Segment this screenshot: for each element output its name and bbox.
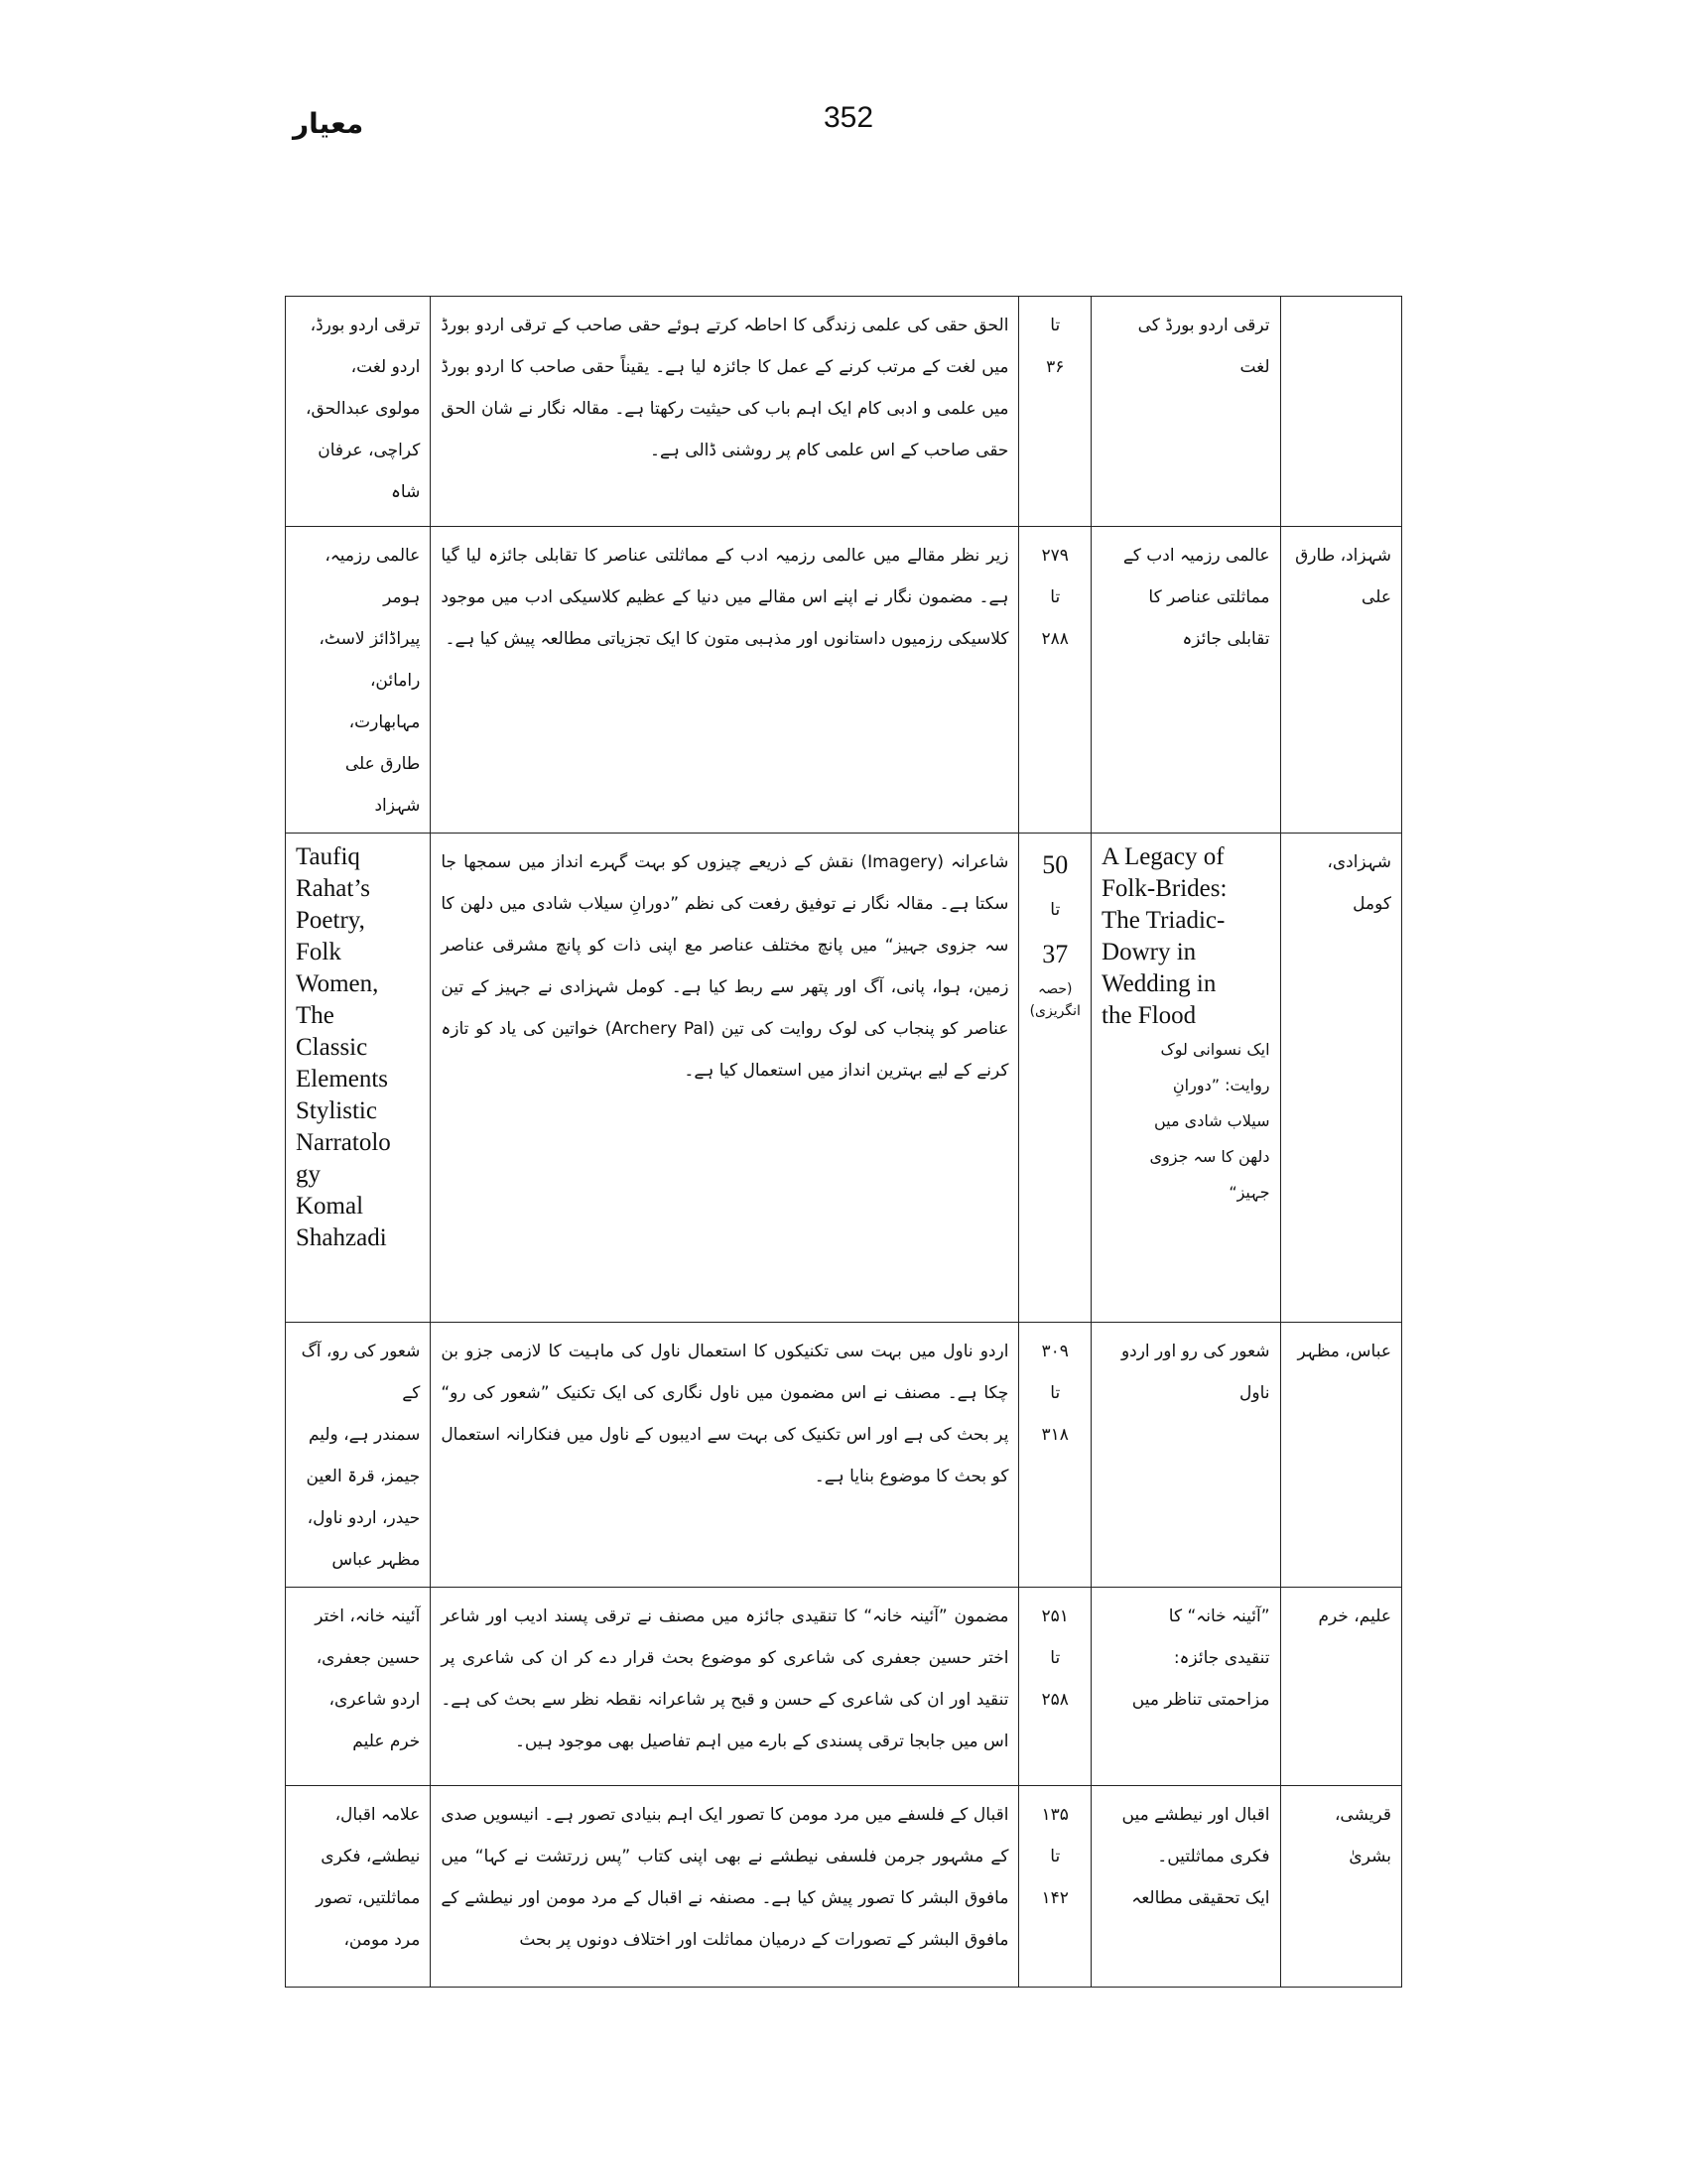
author-cell: عباس، مظہر bbox=[1280, 1323, 1401, 1588]
title-line: اقبال اور نیطشے میں bbox=[1121, 1805, 1270, 1825]
keyword-english-line: gy bbox=[296, 1161, 321, 1188]
pages-cell bbox=[1019, 297, 1092, 527]
title-cell bbox=[1092, 834, 1281, 1323]
keyword-english-line: Poetry, bbox=[296, 907, 365, 934]
pages-line: 50 bbox=[1042, 850, 1069, 879]
keyword-line: طارق علی شہزاد bbox=[344, 754, 421, 816]
title-english-line: Dowry in bbox=[1102, 939, 1197, 965]
title-line: سیلاب شادی میں bbox=[1154, 1111, 1270, 1130]
title-english-line: The Triadic- bbox=[1102, 907, 1226, 934]
keyword-english-line: Narratolo bbox=[296, 1129, 391, 1156]
pages-line: ۲۸۸ bbox=[1041, 629, 1069, 649]
pages-line: ۳۰۹ bbox=[1041, 1342, 1069, 1361]
abstract-cell: مضمون ”آئینہ خانہ“ کا تنقیدی جائزہ میں مصنف نے ترقی پسند ادیب اور شاعر اختر حسین جعفری کی شاعری کو موضوع بحث قرار دے کر ان کی شاعری پر تنقید اور ان کی شاعری کے حسن و قبح پر شاعرانہ نقطہ نظر سے بحث کی ہے۔ اس میں جابجا ترقی پسندی کے بارے میں اہم تفاصیل بھی موجود ہیں۔ bbox=[431, 1588, 1019, 1786]
keyword-line: مماثلتیں، تصور bbox=[316, 1888, 421, 1908]
keyword-line: مرد مومن، bbox=[343, 1930, 421, 1950]
keywords-cell bbox=[286, 834, 431, 1323]
keyword-line: پیراڈائز لاسٹ، bbox=[319, 629, 421, 649]
keyword-line: اردو لغت، bbox=[350, 357, 421, 377]
table-row bbox=[286, 297, 1402, 527]
author-cell: علیم، خرم bbox=[1280, 1588, 1401, 1786]
keyword-line: رامائن، مہابھارت، bbox=[348, 671, 421, 732]
title-english-line: Wedding in bbox=[1102, 970, 1217, 997]
title-line: ترقی اردو بورڈ کی bbox=[1137, 316, 1270, 335]
keywords-cell bbox=[286, 527, 431, 834]
keyword-line: اردو شاعری، bbox=[328, 1690, 421, 1710]
keyword-line: سمندر ہے، ولیم bbox=[308, 1425, 421, 1445]
title-line: تقابلی جائزہ bbox=[1182, 629, 1270, 649]
keyword-english-line: The bbox=[296, 1002, 334, 1029]
title-cell bbox=[1092, 527, 1281, 834]
title-line: دلھن کا سہ جزوی bbox=[1149, 1147, 1270, 1166]
keyword-line: حسین جعفری، bbox=[316, 1648, 421, 1668]
journal-title: معیار bbox=[293, 107, 364, 140]
keyword-line: آئینہ خانہ، اختر bbox=[315, 1606, 421, 1626]
keyword-english-line: Folk bbox=[296, 939, 341, 965]
title-line: جہیز“ bbox=[1229, 1183, 1270, 1202]
table-row bbox=[286, 1588, 1402, 1786]
keyword-line: شعور کی رو، آگ کے bbox=[301, 1342, 421, 1403]
keyword-line: مظہر عباس bbox=[331, 1550, 421, 1570]
pages-note: (حصہ bbox=[1037, 981, 1073, 997]
keyword-english-line: Shahzadi bbox=[296, 1224, 387, 1251]
pages-line: تا bbox=[1050, 316, 1061, 335]
pages-line: ۲۵۸ bbox=[1041, 1690, 1069, 1710]
pages-cell bbox=[1019, 1588, 1092, 1786]
pages-cell bbox=[1019, 1323, 1092, 1588]
title-line: شعور کی رو اور اردو bbox=[1120, 1342, 1270, 1361]
title-english-line: Folk-Brides: bbox=[1102, 875, 1228, 902]
pages-cell bbox=[1019, 527, 1092, 834]
keyword-english-line: Classic bbox=[296, 1034, 368, 1061]
keyword-line: خرم علیم bbox=[352, 1732, 421, 1751]
keyword-line: شاہ bbox=[390, 482, 421, 502]
pages-line: ۳۶ bbox=[1046, 357, 1065, 377]
title-cell bbox=[1092, 1588, 1281, 1786]
title-line: لغت bbox=[1239, 357, 1270, 377]
keyword-english-line: Taufiq bbox=[296, 843, 360, 870]
keyword-english-line: Women, bbox=[296, 970, 379, 997]
pages-line: ۱۴۲ bbox=[1041, 1888, 1069, 1908]
title-line: ایک تحقیقی مطالعہ bbox=[1131, 1888, 1270, 1908]
keyword-line: جیمز، قرۃ العین bbox=[306, 1467, 421, 1486]
table-row bbox=[286, 834, 1402, 1323]
title-line: مزاحمتی تناظر میں bbox=[1131, 1690, 1270, 1710]
pages-line: تا bbox=[1050, 1383, 1061, 1403]
keywords-cell bbox=[286, 1323, 431, 1588]
title-line: مماثلتی عناصر کا bbox=[1148, 587, 1270, 607]
table-row bbox=[286, 1786, 1402, 1988]
abstract-cell: اردو ناول میں بہت سی تکنیکوں کا استعمال ناول کی ماہیت کا لازمی جزو بن چکا ہے۔ مصنف نے اس مضمون میں ناول نگاری کی ایک تکنیک ”شعور کی رو“ پر بحث کی ہے اور اس تکنیک کی بہت سے ادیبوں کے ناول میں فنکارانہ استعمال کو بحث کا موضوع بنایا ہے۔ bbox=[431, 1323, 1019, 1588]
pages-note: انگریزی) bbox=[1029, 1003, 1081, 1019]
title-line: روایت: ”دورانِ bbox=[1172, 1076, 1270, 1094]
title-line: ”آئینہ خانہ“ کا bbox=[1168, 1606, 1270, 1626]
pages-line: تا bbox=[1050, 1648, 1061, 1668]
page-number: 352 bbox=[824, 101, 874, 134]
keywords-cell bbox=[286, 1588, 431, 1786]
abstract-cell: شاعرانہ (Imagery) نقش کے ذریعے چیزوں کو بہت گہرے انداز میں سمجھا جا سکتا ہے۔ مقالہ نگار نے توفیق رفعت کی نظم ”دورانِ سیلاب شادی میں دلھن کا سہ جزوی جہیز“ میں پانچ مختلف عناصر مع اپنی ذات کو پانچ مشرقی عناصر زمین، ہوا، پانی، آگ اور پتھر سے ربط کیا ہے۔ کومل شہزادی نے جہیز کے تین عناصر کو پنجاب کی لوک روایت کی تین (Archery Pal) خواتین کی یاد کو تازہ کرنے کے لیے بہترین انداز میں استعمال کیا ہے۔ bbox=[431, 834, 1019, 1323]
table-row bbox=[286, 527, 1402, 834]
table-row bbox=[286, 1323, 1402, 1588]
pages-line: تا bbox=[1050, 900, 1061, 920]
pages-line: ۲۷۹ bbox=[1041, 546, 1069, 566]
abstract-cell: زیر نظر مقالے میں عالمی رزمیہ ادب کے مماثلتی عناصر کا تقابلی جائزہ لیا گیا ہے۔ مضمون نگار نے اپنے اس مقالے میں دنیا کے عظیم کلاسیکی ادب میں موجود کلاسیکی رزمیوں داستانوں اور مذہبی متون کا ایک تجزیاتی مطالعہ پیش کیا ہے۔ bbox=[431, 527, 1019, 834]
keyword-line: علامہ اقبال، bbox=[334, 1805, 421, 1825]
author-cell: شہزادی، کومل bbox=[1280, 834, 1401, 1323]
author-cell: شہزاد، طارق علی bbox=[1280, 527, 1401, 834]
keyword-line: نیطشے، فکری bbox=[321, 1847, 421, 1866]
keywords-cell bbox=[286, 1786, 431, 1988]
pages-line: ۱۳۵ bbox=[1041, 1805, 1069, 1825]
pages-line: 37 bbox=[1042, 940, 1069, 968]
pages-cell bbox=[1019, 834, 1092, 1323]
title-cell bbox=[1092, 297, 1281, 527]
author-cell: قریشی، بشریٰ bbox=[1280, 1786, 1401, 1988]
keyword-line: مولوی عبدالحق، bbox=[306, 399, 421, 419]
article-index-table bbox=[285, 296, 1402, 1988]
keyword-line: عالمی رزمیہ، ہومر bbox=[325, 546, 421, 607]
pages-cell bbox=[1019, 1786, 1092, 1988]
keyword-line: ترقی اردو بورڈ، bbox=[310, 316, 421, 335]
title-cell bbox=[1092, 1323, 1281, 1588]
pages-line: تا bbox=[1050, 1847, 1061, 1866]
title-line: تنقیدی جائزہ: bbox=[1173, 1648, 1270, 1668]
title-line: فکری مماثلتیں۔ bbox=[1157, 1847, 1270, 1866]
pages-line: ۳۱۸ bbox=[1041, 1425, 1069, 1445]
keyword-line: حیدر، اردو ناول، bbox=[307, 1508, 421, 1528]
title-cell bbox=[1092, 1786, 1281, 1988]
title-english-line: the Flood bbox=[1102, 1002, 1197, 1029]
abstract-cell: اقبال کے فلسفے میں مرد مومن کا تصور ایک اہم بنیادی تصور ہے۔ انیسویں صدی کے مشہور جرمن فلسفی نیطشے نے بھی اپنی کتاب ”پس زرتشت نے کہا“ میں مافوق البشر کا تصور پیش کیا ہے۔ مصنفہ نے اقبال کے مرد مومن اور نیطشے کے مافوق البشر کے تصورات کے درمیان مماثلت اور اختلاف دونوں پر بحث bbox=[431, 1786, 1019, 1988]
abstract-cell: الحق حقی کی علمی زندگی کا احاطہ کرتے ہوئے حقی صاحب کے ترقی اردو بورڈ میں لغت کے مرتب کرنے کے عمل کا جائزہ لیا ہے۔ یقیناً حقی صاحب کا اردو بورڈ میں علمی و ادبی کام ایک اہم باب کی حیثیت رکھتا ہے۔ مقالہ نگار نے شان الحق حقی صاحب کے اس علمی کام پر روشنی ڈالی ہے۔ bbox=[431, 297, 1019, 527]
keyword-english-line: Komal bbox=[296, 1193, 364, 1220]
keyword-english-line: Elements bbox=[296, 1066, 389, 1092]
keyword-line: کراچی، عرفان bbox=[318, 441, 421, 460]
title-english-line: A Legacy of bbox=[1102, 843, 1225, 870]
title-line: ایک نسوانی لوک bbox=[1160, 1040, 1270, 1059]
pages-line: ۲۵۱ bbox=[1041, 1606, 1069, 1626]
keywords-cell bbox=[286, 297, 431, 527]
keyword-english-line: Stylistic bbox=[296, 1097, 377, 1124]
pages-line: تا bbox=[1050, 587, 1061, 607]
title-line: عالمی رزمیہ ادب کے bbox=[1122, 546, 1270, 566]
author-cell bbox=[1280, 297, 1401, 527]
title-line: ناول bbox=[1239, 1383, 1270, 1403]
keyword-english-line: Rahat’s bbox=[296, 875, 370, 902]
